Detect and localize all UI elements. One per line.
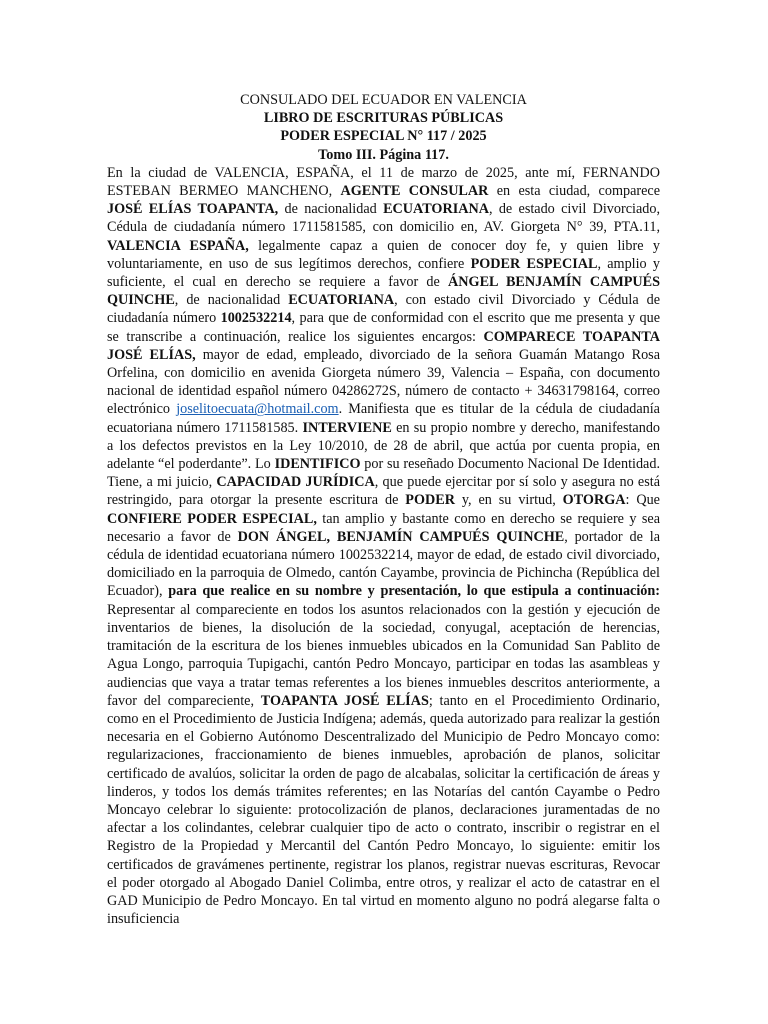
body-text-span: mayor de edad, empleado, divorciado de la señora Guamán Matango Rosa Orfelina, con domicilio en avenida Giorgeta número 39, Valencia – España, con documento nacional de identidad español número 04286272S, número de contacto + 34631798164, correo electrónico — [107, 346, 660, 418]
bold-text: 1002532214 — [220, 310, 292, 327]
bold-text: PODER — [405, 492, 455, 509]
consulate-heading: CONSULADO DEL ECUADOR EN VALENCIA — [240, 92, 527, 108]
bold-text: COMPARECE TOAPANTA JOSÉ ELÍAS, — [107, 328, 661, 363]
bold-text: INTERVIENE — [302, 419, 392, 436]
body-text-span: y, en su virtud, — [454, 492, 563, 509]
bold-text: ÁNGEL BENJAMÍN CAMPUÉS QUINCHE — [107, 274, 660, 309]
bold-text: CONFIERE PODER ESPECIAL, — [107, 510, 317, 527]
body-text-span: en esta ciudad, comparece — [488, 183, 660, 200]
bold-text: TOAPANTA JOSÉ ELÍAS — [260, 692, 429, 709]
bold-text: VALENCIA ESPAÑA, — [107, 237, 249, 254]
bold-text: AGENTE CONSULAR — [340, 183, 489, 200]
body-text-span: legalmente capaz a quien de conocer doy fe, y quien libre y voluntariamente, en uso de sus legítimos derechos, confiere — [107, 237, 661, 272]
body-text-span: tan amplio y bastante como en derecho se requiere y sea necesario a favor de — [107, 510, 660, 545]
body-text-span: , de nacionalidad — [174, 292, 289, 309]
body-text-span: ; tanto en el Procedimiento Ordinario, como en el Procedimiento de Justicia Indígena; además, queda autorizado para realizar la gestión necesaria en el Gobierno Autónomo Descentralizado del Municipio de Pedro Moncayo como: regularizaciones, fraccionamiento de bienes inmuebles, aprobación de planos, solicitar certificado de avalúos, solicitar la orden de pago de alcabalas, solicitar la certificación de áreas y linderos, y todos los demás trámites referentes; en las Notarías del cantón Cayambe o Pedro Moncayo celebrar lo siguiente: protocolización de planos, declaraciones juramentadas de no afectar a los colindantes, celebrar cualquier tipo de acto o contrato, inscribir o registrar en el Registro de la Propiedad y Mercantil del Cantón Pedro Moncayo, lo siguiente: emitir los certificados de gravámenes pertinente, registrar los planos, registrar nuevas escrituras, Revocar el poder otorgado al Abogado Daniel Colimba, entre otros, y realizar el acto de catastrar en el GAD Municipio de Pedro Moncayo. En tal virtud en momento alguno no podrá alegarse falta o insuficiencia — [107, 692, 661, 928]
body-text-span: por su reseñado Documento Nacional De Identidad. Tiene, a mi juicio, — [107, 456, 660, 491]
bold-text: JOSÉ ELÍAS TOAPANTA, — [107, 201, 279, 218]
bold-text: ECUATORIANA — [383, 201, 489, 218]
bold-text: DON ÁNGEL, BENJAMÍN CAMPUÉS QUINCHE — [237, 528, 565, 545]
body-text-span: En la ciudad de VALENCIA, ESPAÑA, el 11 de marzo de 2025, ante mí, FERNANDO ESTEBAN BERMEO MANCHENO, — [107, 164, 660, 200]
bold-text: OTORGA — [562, 492, 626, 509]
deed-body-paragraph — [107, 164, 660, 929]
body-text-span: , amplio y suficiente, el cual en derecho se requiere a favor de — [107, 255, 660, 291]
body-text-span: , portador de la cédula de identidad ecuatoriana número 1002532214, mayor de edad, de estado civil divorciado, domiciliado en la parroquia de Olmedo, cantón Cayambe, provincia de Pichincha (República del Ecuador), — [107, 528, 660, 600]
body-text-span: , para que de conformidad con el escrito que me presenta y que se transcribe a continuación, realice los siguientes encargos: — [107, 310, 660, 345]
body-text-span: Representar al compareciente en todos los asuntos relacionados con la gestión y ejecución de inventarios de bienes, la disolución de la sociedad, conyugal, aceptación de herencias, tramitación de la escritura de los bienes inmuebles ubicados en la Comunidad San Pablito de Agua Longo, parroquia Tupigachi, cantón Pedro Moncayo, participar en todas las asambleas y audiencias que vaya a tratar temas referentes a los bienes inmuebles descritos anteriormente, a favor del compareciente, — [107, 601, 660, 709]
bold-text: IDENTIFICO — [274, 456, 361, 473]
bold-text: PODER ESPECIAL — [470, 255, 598, 272]
bold-text: para que realice en su nombre y presentación, lo que estipula a continuación: — [168, 583, 660, 600]
document-page — [107, 91, 660, 928]
body-text-span: , con estado civil Divorciado y Cédula de ciudadanía número — [107, 292, 660, 327]
body-text-span: . Manifiesta que es titular de la cédula de ciudadanía ecuatoriana número 1711581585. — [107, 401, 660, 436]
volume-heading: Tomo III. Página 117. — [318, 146, 449, 163]
bold-text: CAPACIDAD JURÍDICA — [216, 474, 375, 491]
body-text-span: , de estado civil Divorciado, Cédula de ciudadanía número 1711581585, con domicilio en, AV. Giorgeta N° 39, PTA.11, — [107, 201, 660, 236]
body-text-span: : Que — [625, 492, 660, 509]
email-link[interactable]: joselitoecuata@hotmail.com — [176, 401, 339, 418]
book-heading: LIBRO DE ESCRITURAS PÚBLICAS — [263, 110, 504, 127]
deed-heading: PODER ESPECIAL N° 117 / 2025 — [280, 128, 487, 145]
body-text-span: , que puede ejercitar por sí solo y asegura no está restringido, para otorgar la presente escritura de — [107, 474, 660, 509]
bold-text: ECUATORIANA — [288, 292, 395, 309]
body-text-span: en su propio nombre y derecho, manifestando a los defectos previstos en la Ley 10/2010, de 28 de abril, que actúa por cuenta propia, en adelante “el poderdante”. Lo — [107, 419, 661, 473]
body-text-span: de nacionalidad — [278, 201, 384, 218]
